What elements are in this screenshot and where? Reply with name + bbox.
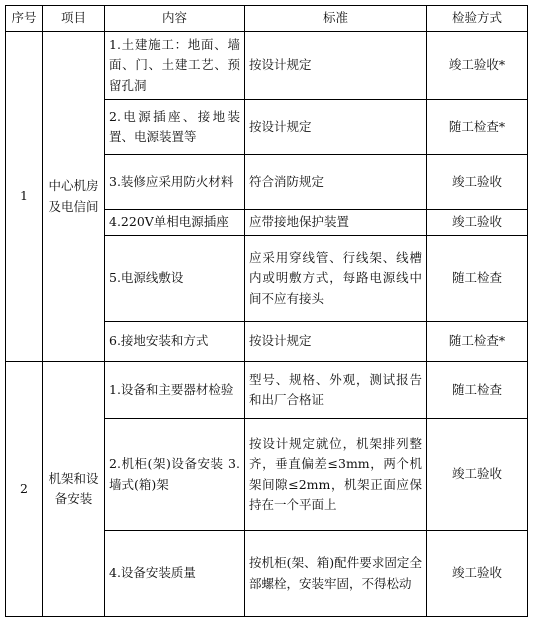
- row-standard: 按设计规定就位，机架排列整齐，垂直偏差≤3mm，两个机架间隙≤2mm，机架正面应保持在一个平面上: [245, 419, 427, 531]
- table-row: [6, 362, 528, 419]
- row-standard: 按设计规定: [245, 100, 427, 155]
- row-method: 随工检查*: [427, 100, 528, 155]
- row-standard: 按机柜(架、箱)配件要求固定全部螺栓，安装牢固，不得松动: [245, 531, 427, 617]
- row-standard: 应带接地保护装置: [245, 210, 427, 236]
- row-content: 2.机柜(架)设备安装 3.墙式(箱)架: [105, 419, 245, 531]
- header-item: 项目: [43, 6, 105, 32]
- row-standard: 应采用穿线管、行线架、线槽内或明敷方式，每路电源线中间不应有接头: [245, 236, 427, 322]
- row-method: 竣工验收: [427, 155, 528, 210]
- row-standard: 按设计规定: [245, 32, 427, 100]
- row-method: 竣工验收: [427, 210, 528, 236]
- header-standard: 标准: [245, 6, 427, 32]
- header-seq: 序号: [6, 6, 43, 32]
- row-method: 随工检查: [427, 362, 528, 419]
- row-content: 1.设备和主要器材检验: [105, 362, 245, 419]
- header-method: 检验方式: [427, 6, 528, 32]
- header-row: [6, 6, 528, 32]
- row-method: 竣工验收: [427, 419, 528, 531]
- row-content: 2.电源插座、接地装置、电源装置等: [105, 100, 245, 155]
- row-content: 3.装修应采用防火材料: [105, 155, 245, 210]
- inspection-table: [5, 5, 528, 617]
- group-seq: 2: [6, 362, 43, 617]
- group-seq: 1: [6, 32, 43, 362]
- group-item: 机架和设备安装: [43, 362, 105, 617]
- row-standard: 符合消防规定: [245, 155, 427, 210]
- row-method: 竣工验收*: [427, 32, 528, 100]
- header-content: 内容: [105, 6, 245, 32]
- row-method: 随工检查*: [427, 322, 528, 362]
- row-content: 6.接地安装和方式: [105, 322, 245, 362]
- row-content: 4.220V单相电源插座: [105, 210, 245, 236]
- row-standard: 按设计规定: [245, 322, 427, 362]
- row-content: 5.电源线敷设: [105, 236, 245, 322]
- row-method: 随工检查: [427, 236, 528, 322]
- row-method: 竣工验收: [427, 531, 528, 617]
- table-row: [6, 32, 528, 100]
- row-standard: 型号、规格、外观，测试报告和出厂合格证: [245, 362, 427, 419]
- group-item: 中心机房及电信间: [43, 32, 105, 362]
- row-content: 4.设备安装质量: [105, 531, 245, 617]
- row-content: 1.土建施工：地面、墙面、门、土建工艺、预留孔洞: [105, 32, 245, 100]
